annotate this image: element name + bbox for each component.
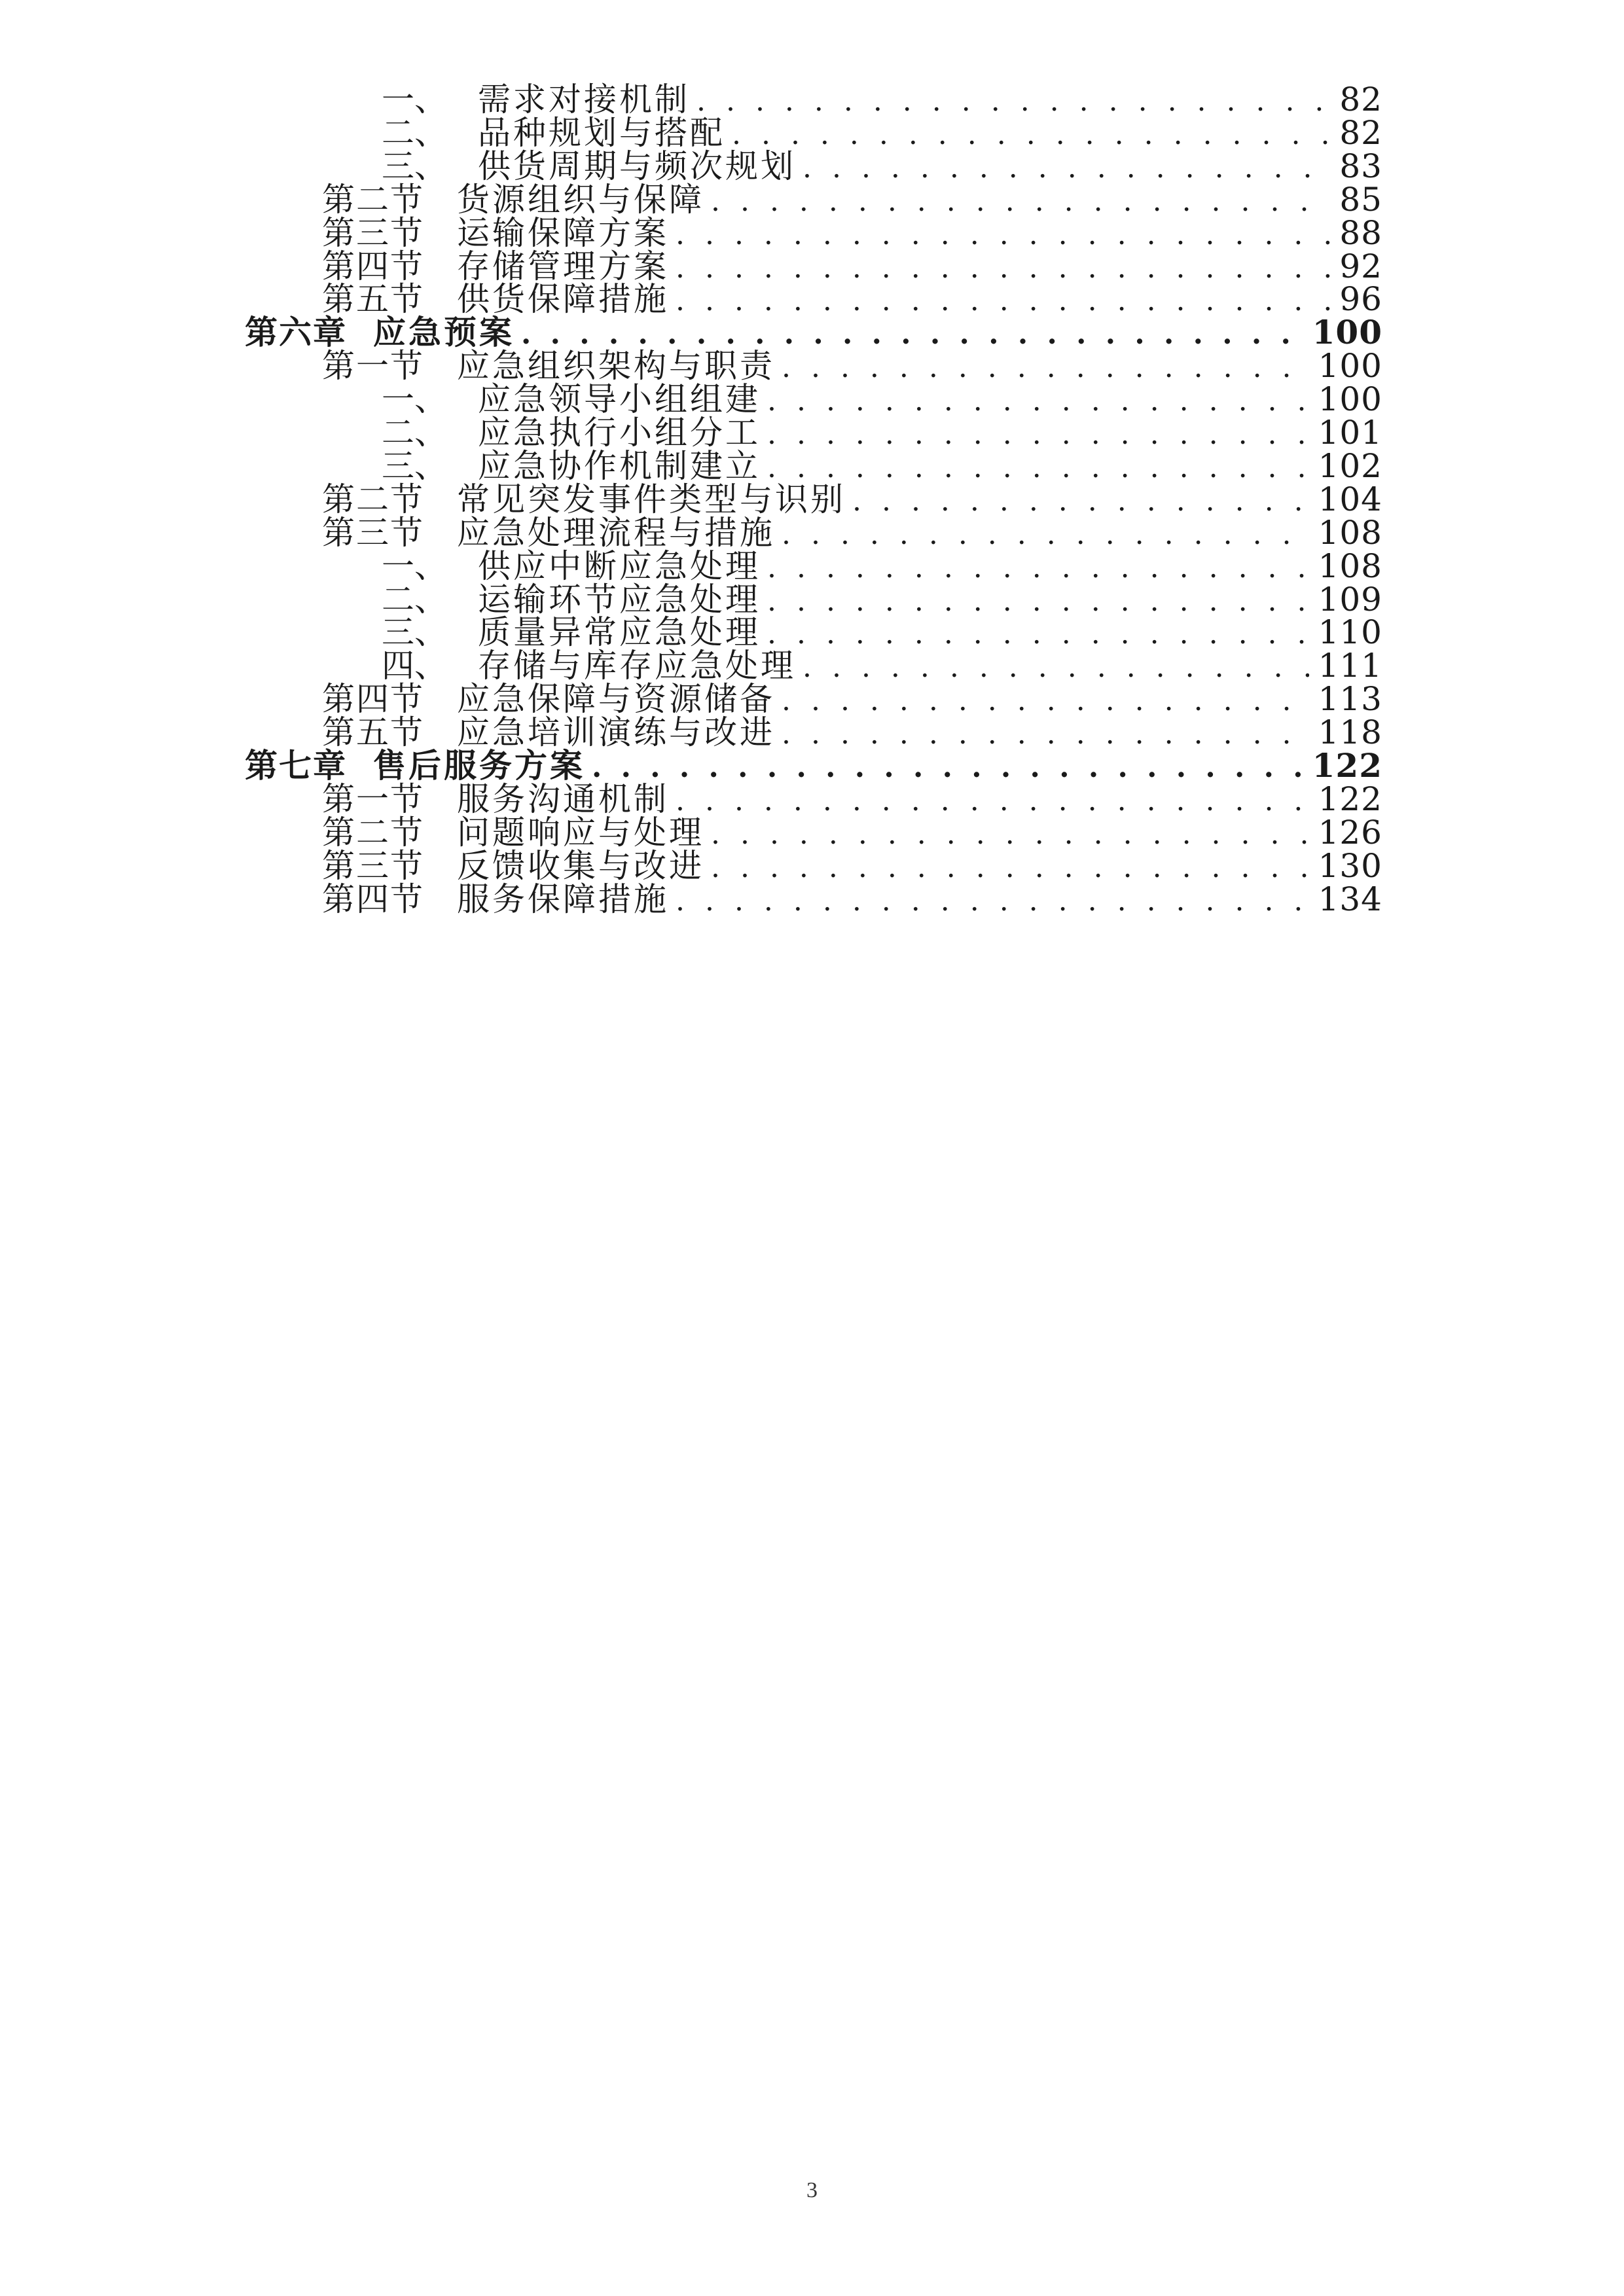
toc-entry-page-number: 122: [1318, 780, 1382, 818]
toc-entry-title: 运输保障方案: [457, 213, 669, 252]
toc-entry-prefix: 第四节: [322, 680, 424, 719]
toc-entry-prefix: 第二节: [322, 813, 424, 852]
toc-entry-page-number: 82: [1339, 113, 1382, 152]
toc-entry[interactable]: [322, 876, 1382, 924]
toc-entry-prefix: 一、: [382, 547, 447, 585]
toc-entry-title: 应急培训演练与改进: [457, 713, 775, 752]
toc-entry-title: 供货周期与频次规划: [478, 147, 796, 185]
toc-entry-prefix: 二、: [382, 414, 447, 452]
toc-entry-prefix: 第二节: [322, 180, 424, 219]
toc-entry-page-number: 109: [1318, 580, 1382, 619]
toc-entry-title: 货源组织与保障: [457, 180, 704, 219]
toc-entry-page-number: 104: [1318, 480, 1382, 518]
toc-dot-leader: [676, 878, 1309, 924]
toc-entry-prefix: 第一节: [322, 780, 424, 818]
toc-entry-title: 服务保障措施: [457, 880, 669, 918]
toc-entry-page-number: 83: [1339, 147, 1382, 185]
toc-entry-page-number: 118: [1318, 713, 1382, 752]
toc-entry-prefix: 二、: [382, 113, 447, 152]
toc-entry-prefix: 第五节: [322, 280, 424, 319]
toc-entry-title: 售后服务方案: [373, 746, 585, 785]
toc-entry-prefix: 二、: [382, 580, 447, 619]
footer-page-number: 3: [806, 2178, 818, 2202]
toc-entry-prefix: 第七章: [245, 746, 347, 785]
toc-entry-prefix: 第三节: [322, 513, 424, 552]
toc-entry-page-number: 111: [1318, 647, 1382, 685]
toc-entry-title: 问题响应与处理: [457, 813, 704, 852]
toc-entry-title: 应急保障与资源储备: [457, 680, 775, 719]
toc-entry-title: 运输环节应急处理: [478, 580, 761, 619]
toc-entry-prefix: 第三节: [322, 846, 424, 885]
toc-entry-title: 品种规划与搭配: [478, 113, 725, 152]
toc-entry-title: 需求对接机制: [478, 81, 690, 118]
toc-entry-title: 反馈收集与改进: [457, 846, 704, 885]
toc-entry-page-number: 130: [1318, 846, 1382, 885]
toc-entry-prefix: 第二节: [322, 480, 424, 518]
toc-entry-prefix: 第一节: [322, 347, 424, 386]
toc-entry-prefix: 第六章: [245, 313, 347, 352]
toc-entry-page-number: 108: [1318, 547, 1382, 585]
toc-entry-title: 供应中断应急处理: [478, 547, 761, 585]
toc-entry-page-number: 126: [1318, 813, 1382, 852]
toc-entry-page-number: 88: [1339, 213, 1382, 252]
toc-entry-prefix: 第四节: [322, 880, 424, 918]
toc-entry-prefix: 第五节: [322, 713, 424, 752]
toc-entry-page-number: 134: [1318, 880, 1382, 918]
toc-entry-title: 常见突发事件类型与识别: [457, 480, 846, 518]
toc-entry-page-number: 113: [1318, 680, 1382, 719]
toc-entry-page-number: 101: [1318, 414, 1382, 452]
toc-entry-prefix: 三、: [382, 147, 447, 185]
toc-entry-title: 应急执行小组分工: [478, 414, 761, 452]
toc-entry-page-number: 96: [1339, 280, 1382, 319]
toc-entry-page-number: 100: [1318, 380, 1382, 419]
toc-entry-title: 供货保障措施: [457, 280, 669, 319]
toc-entry-title: 应急组织架构与职责: [457, 347, 775, 386]
toc-entry-prefix: 一、: [382, 380, 447, 419]
toc-entry-title: 存储管理方案: [457, 247, 669, 285]
toc-entry-title: 服务沟通机制: [457, 780, 669, 818]
toc-entry-prefix: 第四节: [322, 247, 424, 285]
toc-entry-page-number: 82: [1339, 81, 1382, 118]
toc-entry-title: 应急预案: [373, 313, 514, 352]
toc-entry-page-number: 110: [1318, 613, 1382, 652]
toc-entry-page-number: 85: [1339, 180, 1382, 219]
toc-entry-page-number: 122: [1312, 746, 1382, 785]
toc-entry-prefix: 一、: [382, 81, 447, 118]
toc-entry-prefix: 三、: [382, 613, 447, 652]
toc-entry-title: 应急协作机制建立: [478, 446, 761, 485]
toc-entry-prefix: 四、: [382, 647, 447, 685]
toc-entry-title: 应急领导小组组建: [478, 380, 761, 419]
toc-entry-title: 存储与库存应急处理: [478, 647, 796, 685]
toc-entry-prefix: 三、: [382, 446, 447, 485]
toc-entry-title: 质量异常应急处理: [478, 613, 761, 652]
toc-entry-page-number: 102: [1318, 446, 1382, 485]
toc-entry-page-number: 100: [1318, 347, 1382, 386]
toc-entry-prefix: 第三节: [322, 213, 424, 252]
toc-entry-page-number: 100: [1312, 313, 1382, 352]
toc-entry-page-number: 108: [1318, 513, 1382, 552]
toc-entry-title: 应急处理流程与措施: [457, 513, 775, 552]
toc-entry-page-number: 92: [1339, 247, 1382, 285]
